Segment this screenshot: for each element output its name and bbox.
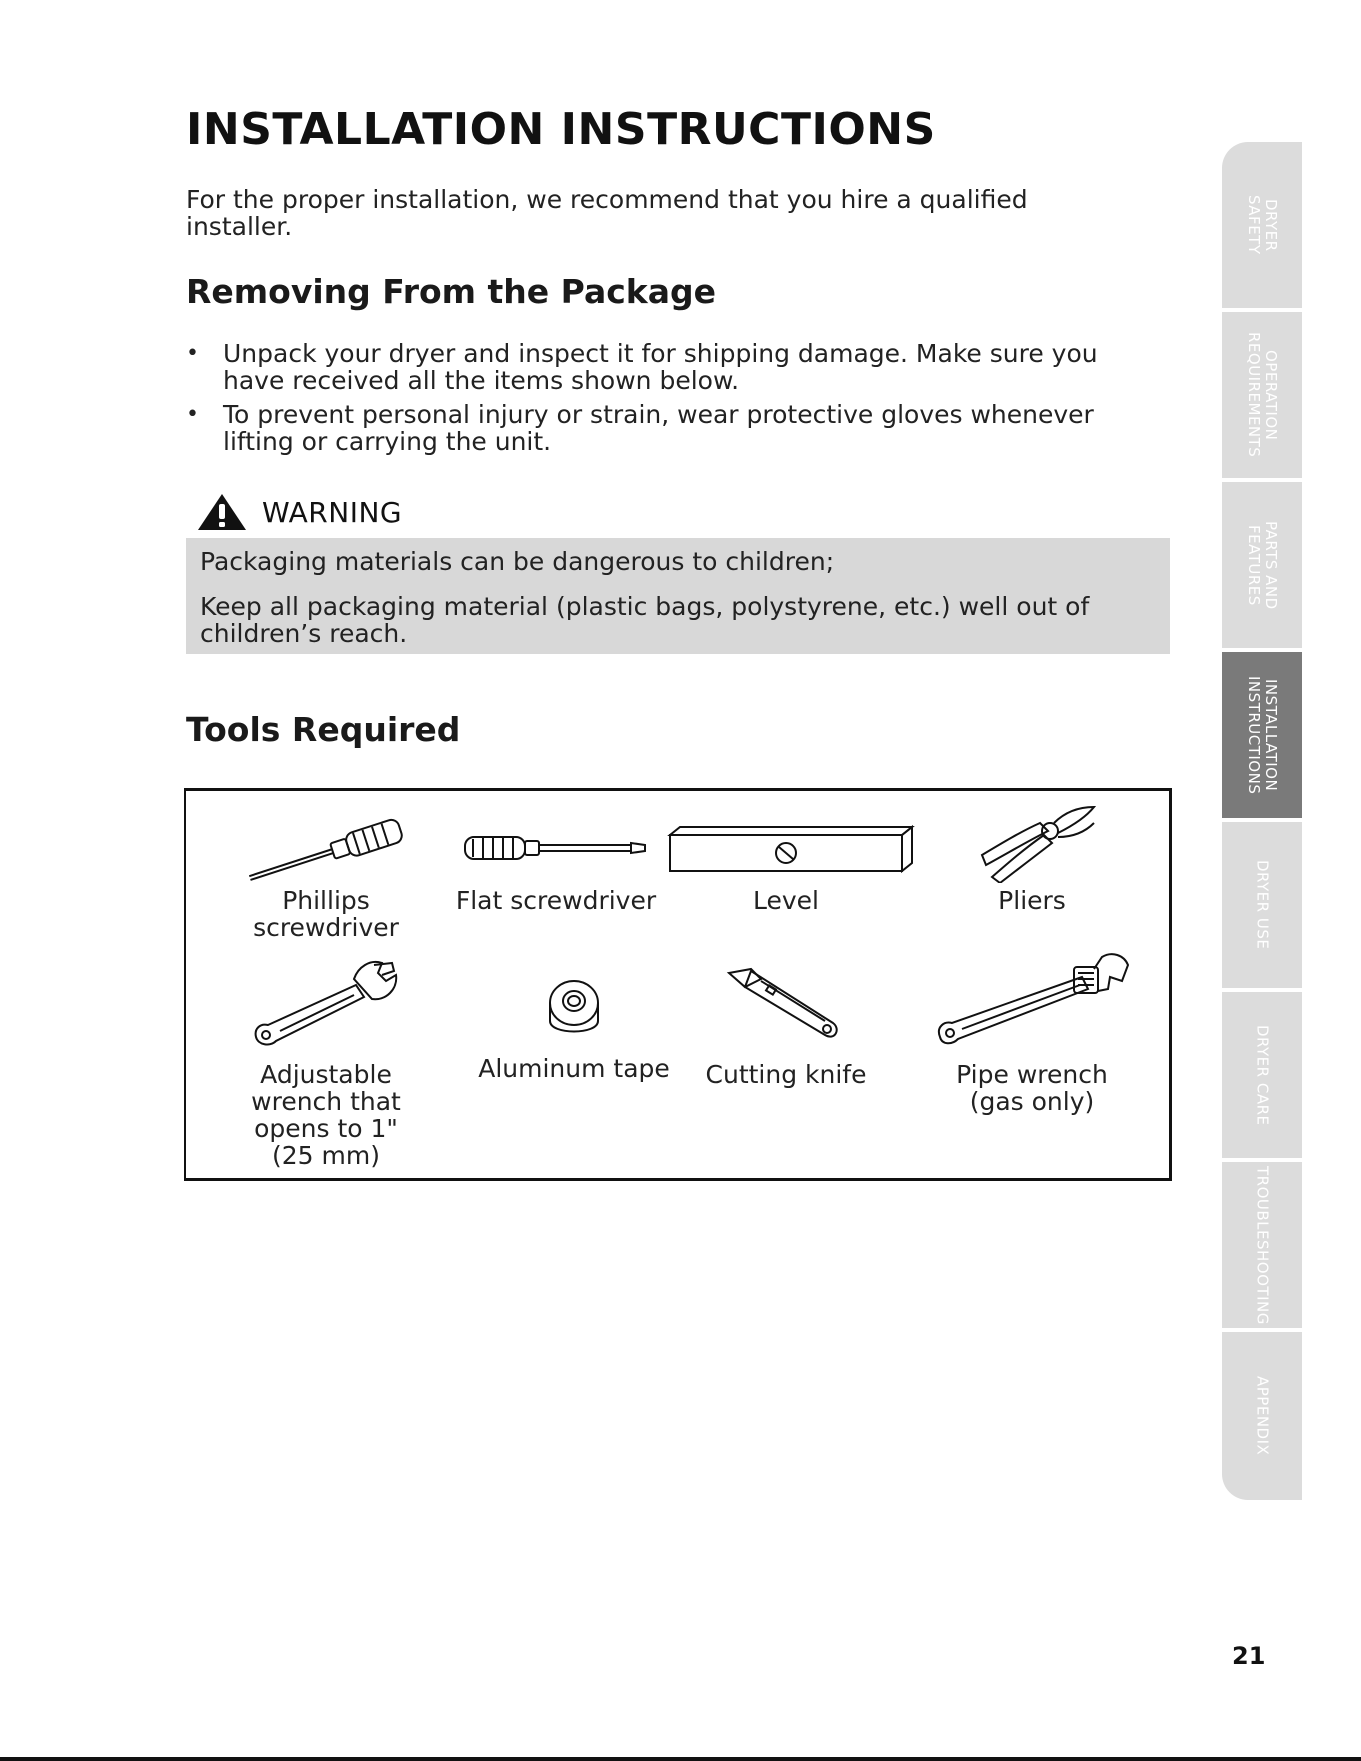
warning-text: Packaging materials can be dangerous to children; <box>200 547 835 576</box>
bullet-text: To prevent personal injury or strain, wear protective gloves whenever lifting or carrying the unit. <box>223 400 1094 456</box>
tab-operation-requirements[interactable] <box>1222 312 1302 480</box>
tab-label: INSTALLATION INSTRUCTIONS <box>1245 675 1280 795</box>
tool-item-adjustable-wrench <box>206 957 446 1169</box>
pliers-icon <box>962 803 1102 883</box>
tool-item-flat-screwdriver <box>436 811 676 914</box>
tab-appendix[interactable] <box>1222 1332 1302 1500</box>
phillips-screwdriver-icon <box>236 811 416 883</box>
tool-label: Level <box>753 886 819 915</box>
cutting-knife-icon <box>721 957 851 1057</box>
warning-heading <box>196 492 402 532</box>
list-item <box>186 340 1156 394</box>
tool-label: Adjustable wrench that opens to 1" (25 mm) <box>251 1060 401 1170</box>
warning-box <box>186 538 1170 654</box>
tool-label: Aluminum tape <box>478 1054 670 1083</box>
warning-triangle-icon <box>196 492 248 532</box>
tab-installation-instructions[interactable] <box>1222 652 1302 820</box>
removing-heading: Removing From the Package <box>186 272 717 311</box>
aluminum-tape-icon <box>534 971 614 1051</box>
intro-text: For the proper installation, we recommend that you hire a qualified installer. <box>186 185 1028 241</box>
tool-label: Flat screwdriver <box>455 886 657 915</box>
tab-troubleshooting[interactable] <box>1222 1162 1302 1330</box>
level-icon <box>666 811 916 883</box>
tool-item-level <box>666 811 906 914</box>
tab-parts-and-features[interactable] <box>1222 482 1302 650</box>
bullet-text: Unpack your dryer and inspect it for shipping damage. Make sure you have received all the items shown below. <box>223 339 1098 395</box>
tab-label: PARTS AND FEATURES <box>1245 520 1280 610</box>
tool-label: Cutting knife <box>705 1060 867 1089</box>
tool-label: Pipe wrench (gas only) <box>956 1060 1108 1116</box>
tool-item-cutting-knife <box>666 957 906 1088</box>
bottom-rule <box>0 1757 1361 1761</box>
tab-label: DRYER SAFETY <box>1245 195 1280 255</box>
tab-label: DRYER CARE <box>1253 1024 1272 1126</box>
tab-label: OPERATION REQUIREMENTS <box>1245 332 1280 458</box>
warning-label: WARNING <box>262 495 403 529</box>
section-tabs <box>1222 142 1302 1502</box>
list-item <box>186 401 1156 455</box>
tab-dryer-safety[interactable] <box>1222 142 1302 310</box>
tab-label: DRYER USE <box>1253 860 1272 950</box>
tools-panel <box>184 788 1172 1181</box>
page-title: INSTALLATION INSTRUCTIONS <box>186 104 936 155</box>
bullet-icon: • <box>186 402 199 427</box>
bullet-icon: • <box>186 341 199 366</box>
tab-dryer-care[interactable] <box>1222 992 1302 1160</box>
tools-heading: Tools Required <box>186 710 461 749</box>
tool-label: Phillips screwdriver <box>253 886 399 942</box>
flat-screwdriver-icon <box>461 811 651 883</box>
adjustable-wrench-icon <box>246 957 406 1057</box>
tool-item-aluminum-tape <box>454 971 694 1082</box>
tab-dryer-use[interactable] <box>1222 822 1302 990</box>
tool-label: Pliers <box>998 886 1066 915</box>
pipe-wrench-icon <box>932 947 1132 1057</box>
tool-item-phillips-screwdriver <box>206 811 446 941</box>
tab-label: TROUBLESHOOTING <box>1253 1165 1272 1325</box>
tab-label: APPENDIX <box>1253 1376 1272 1456</box>
warning-text: Keep all packaging material (plastic bags, polystyrene, etc.) well out of children’s reach. <box>200 592 1090 648</box>
tool-item-pipe-wrench <box>912 947 1152 1115</box>
removing-bullet-list <box>186 340 1156 462</box>
tool-item-pliers <box>912 803 1152 914</box>
page-number: 21 <box>1232 1642 1266 1670</box>
